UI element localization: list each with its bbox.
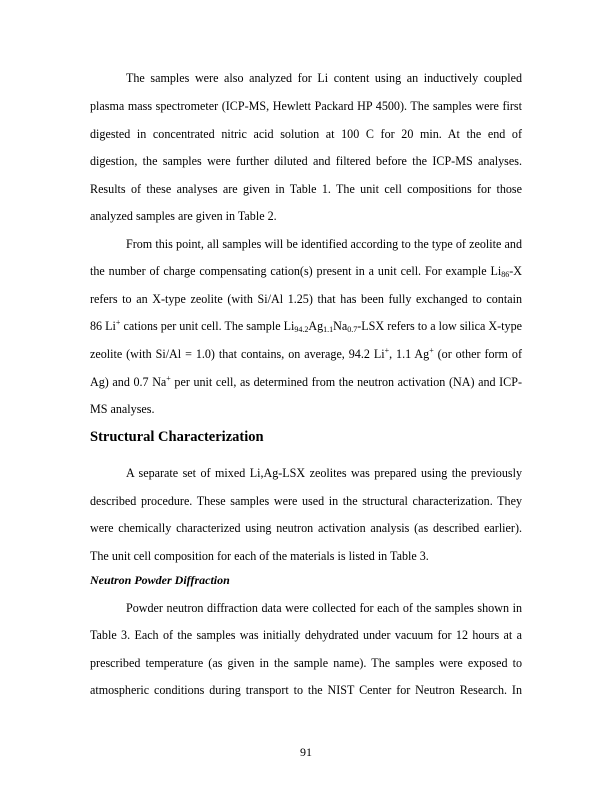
text-line: The unit cell composition for each of the materials is listed in Table 3. xyxy=(90,549,429,563)
text-line: atmospheric conditions during transport to the NIST Center for Neutron Research. In xyxy=(90,683,522,697)
superscript: + xyxy=(115,318,121,327)
text-line: MS analyses. xyxy=(90,402,155,416)
section-heading: Structural Characterization xyxy=(90,429,264,445)
subscript: 94.2 xyxy=(294,325,309,334)
text-span: the number of charge compensating cation(s) present in a unit cell. For example Li xyxy=(90,264,502,278)
text-span: -X xyxy=(509,264,522,278)
text-line: described procedure. These samples were used in the structural characterization. They xyxy=(90,494,522,508)
text-line xyxy=(90,347,522,361)
text-span: , 1.1 Ag xyxy=(389,347,430,361)
subsection-heading: Neutron Powder Diffraction xyxy=(90,573,230,587)
text-line: prescribed temperature (as given in the sample name). The samples were exposed to xyxy=(90,656,522,670)
text-span: per unit cell, as determined from the neutron activation (NA) and ICP- xyxy=(170,375,522,389)
text-line: Table 3. Each of the samples was initially dehydrated under vacuum for 12 hours at a xyxy=(90,628,522,642)
text-line: Powder neutron diffraction data were collected for each of the samples shown in xyxy=(126,601,522,615)
text-line: From this point, all samples will be identified according to the type of zeolite and xyxy=(126,237,522,251)
text-span: zeolite (with Si/Al = 1.0) that contains, on average, 94.2 Li xyxy=(90,347,385,361)
text-span: 86 Li xyxy=(90,319,116,333)
text-span: (or other form of xyxy=(433,347,522,361)
superscript: + xyxy=(384,346,390,355)
text-span: Na xyxy=(333,319,348,333)
text-line: digestion, the samples were further diluted and filtered before the ICP-MS analyses. xyxy=(90,154,522,168)
text-span: Ag xyxy=(308,319,324,333)
subscript: 1.1 xyxy=(323,325,334,334)
text-span: -LSX refers to a low silica X-type xyxy=(357,319,522,333)
page-number: 91 xyxy=(300,745,312,759)
subscript: 86 xyxy=(501,270,510,279)
text-line: plasma mass spectrometer (ICP-MS, Hewlett Packard HP 4500). The samples were first xyxy=(90,99,522,113)
text-line: refers to an X-type zeolite (with Si/Al 1.25) that has been fully exchanged to contain xyxy=(90,292,522,306)
superscript: + xyxy=(429,346,434,355)
text-line: were chemically characterized using neutron activation analysis (as described earlier). xyxy=(90,521,522,535)
superscript: + xyxy=(166,374,171,383)
text-line: analyzed samples are given in Table 2. xyxy=(90,209,277,223)
text-line: A separate set of mixed Li,Ag-LSX zeolites was prepared using the previously xyxy=(126,466,522,480)
text-line xyxy=(90,375,522,389)
text-line xyxy=(90,264,522,278)
text-span: Ag) and 0.7 Na xyxy=(90,375,167,389)
text-line: Results of these analyses are given in Table 1. The unit cell compositions for those xyxy=(90,182,522,196)
subscript: 0.7 xyxy=(347,325,358,334)
text-line: digested in concentrated nitric acid solution at 100 C for 20 min. At the end of xyxy=(90,127,522,141)
text-line: The samples were also analyzed for Li content using an inductively coupled xyxy=(126,71,522,85)
text-span: cations per unit cell. The sample Li xyxy=(120,319,295,333)
text-line xyxy=(90,319,522,333)
